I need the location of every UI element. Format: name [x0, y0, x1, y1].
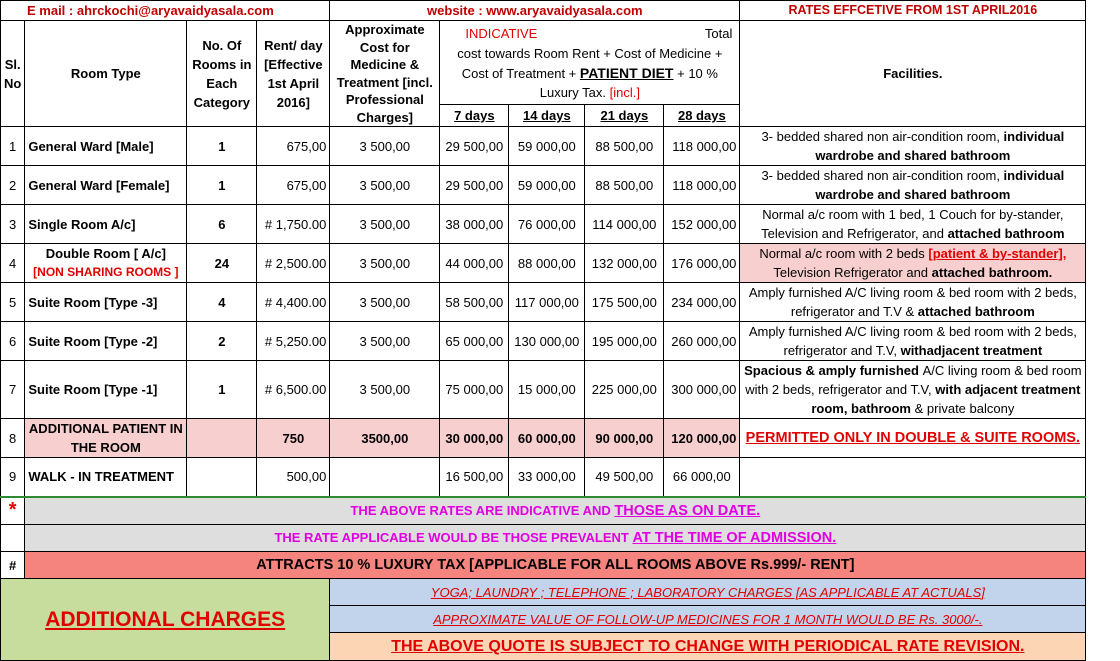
note-spacer-cell [1, 525, 25, 552]
rent-cell: 675,00 [257, 166, 330, 205]
room-type-text: Double Room [ A/c] [45, 246, 166, 261]
days-7-cell: 44 000,00 [440, 244, 509, 283]
facilities-text: 3- bedded shared non air-condition room, [761, 168, 1004, 183]
days-28-cell: 176 000,00 [664, 244, 740, 283]
approx-cost-cell: 3 500,00 [330, 322, 440, 361]
days-14-cell: 15 000,00 [509, 361, 585, 419]
rent-cell: # 5,250.00 [257, 322, 330, 361]
days-14-cell: 117 000,00 [509, 283, 585, 322]
days-7-cell: 38 000,00 [440, 205, 509, 244]
days-21-cell: 114 000,00 [585, 205, 664, 244]
rent-per-day-header: Rent/ day [Effective 1st April 2016] [257, 21, 330, 127]
additional-charges-line1: YOGA; LAUNDRY ; TELEPHONE ; LABORATORY CHARGES [AS APPLICABLE AT ACTUALS] [330, 579, 1086, 606]
sl-cell: 7 [1, 361, 25, 419]
days-14-cell: 88 000,00 [509, 244, 585, 283]
facilities-red-text: [patient & by-stander], [928, 246, 1067, 261]
table-row [1, 361, 1086, 419]
note-rates-indicative-text: THE ABOVE RATES ARE INDICATIVE AND [350, 502, 615, 518]
no-header-text: No [4, 75, 22, 91]
days-14-cell: 76 000,00 [509, 205, 585, 244]
rooms-count-cell: 6 [187, 205, 257, 244]
rent-cell: # 6,500.00 [257, 361, 330, 419]
note-rate-applicable [25, 525, 1086, 552]
facilities-text: Amply furnished A/C living room & bed room with 2 beds, refrigerator and T.V & [748, 285, 1077, 319]
facilities-text: 3- bedded shared non air-condition room, [761, 129, 1004, 144]
days-28-cell: 152 000,00 [664, 205, 740, 244]
patient-diet-label: PATIENT DIET [579, 64, 674, 81]
sl-cell: 2 [1, 166, 25, 205]
sl-cell: 3 [1, 205, 25, 244]
facilities-bold-text: withadjacent treatment [900, 343, 1043, 358]
total-desc-line3 [443, 64, 736, 84]
facilities-cell: PERMITTED ONLY IN DOUBLE & SUITE ROOMS. [740, 419, 1086, 458]
rent-cell: # 1,750.00 [257, 205, 330, 244]
days-21-cell: 175 500,00 [585, 283, 664, 322]
total-desc-line4 [443, 83, 736, 103]
facilities-cell [740, 458, 1086, 497]
additional-charges-label: ADDITIONAL CHARGES [1, 579, 330, 661]
sl-cell: 1 [1, 127, 25, 166]
rooms-count-header: No. Of Rooms in Each Category [187, 21, 257, 127]
days-28-header: 28 days [664, 104, 740, 126]
days-28-cell: 300 000,00 [664, 361, 740, 419]
facilities-bold-text: individual wardrobe and shared bathroom [815, 168, 1065, 202]
days-28-cell: 234 000,00 [664, 283, 740, 322]
days-21-cell: 88 500,00 [585, 127, 664, 166]
days-14-cell: 130 000,00 [509, 322, 585, 361]
approx-cost-cell: 3 500,00 [330, 205, 440, 244]
incl-label: [incl.] [609, 85, 640, 101]
rent-cell: # 2,500.00 [257, 244, 330, 283]
days-28-cell: 118 000,00 [664, 166, 740, 205]
table-row [1, 283, 1086, 322]
website-text: website : www.aryavaidyasala.com [330, 1, 740, 21]
days-28-cell: 260 000,00 [664, 322, 740, 361]
days-7-cell: 30 000,00 [440, 419, 509, 458]
room-type-cell: Single Room A/c] [25, 205, 187, 244]
total-cost-header [440, 21, 740, 105]
days-21-cell: 49 500,00 [585, 458, 664, 497]
facilities-bold-text: individual wardrobe and shared bathroom [815, 129, 1065, 163]
facilities-cell [740, 283, 1086, 322]
rent-cell: 675,00 [257, 127, 330, 166]
days-21-cell: 88 500,00 [585, 166, 664, 205]
rooms-count-cell [187, 458, 257, 497]
facilities-text-2: & private balcony [914, 401, 1015, 416]
room-type-cell: WALK - IN TREATMENT [25, 458, 187, 497]
facilities-bold-text-0: Spacious & amply furnished [744, 363, 923, 378]
total-desc-line2: cost towards Room Rent + Cost of Medicine + [457, 46, 723, 62]
facilities-bold-text: attached bathroom [947, 226, 1065, 241]
approx-cost-cell: 3 500,00 [330, 361, 440, 419]
additional-charges-line3: THE ABOVE QUOTE IS SUBJECT TO CHANGE WITH PERIODICAL RATE REVISION. [330, 633, 1086, 661]
approx-cost-header: Approximate Cost for Medicine & Treatment [incl. Professional Charges] [330, 21, 440, 127]
table-row [1, 419, 1086, 458]
table-row [1, 244, 1086, 283]
rooms-count-cell: 1 [187, 361, 257, 419]
rent-cell: 750 [257, 419, 330, 458]
rooms-count-cell: 24 [187, 244, 257, 283]
room-type-header: Room Type [25, 21, 187, 127]
room-type-subtext: [NON SHARING ROOMS ] [33, 265, 179, 279]
note-rates-indicative-emph: THOSE AS ON DATE. [614, 502, 761, 519]
facilities-text-2: Television Refrigerator and [773, 265, 932, 280]
facilities-bold-text: with adjacent treatment room, bathroom [811, 382, 1081, 416]
rooms-count-cell: 4 [187, 283, 257, 322]
facilities-cell [740, 361, 1086, 419]
total-desc-line3b: + 10 % [677, 65, 718, 81]
sl-cell: 8 [1, 419, 25, 458]
facilities-text: Normal a/c room with 2 beds [759, 246, 929, 261]
approx-cost-cell: 3 500,00 [330, 166, 440, 205]
days-21-cell: 195 000,00 [585, 322, 664, 361]
days-28-cell: 118 000,00 [664, 127, 740, 166]
facilities-cell [740, 244, 1086, 283]
days-28-cell: 120 000,00 [664, 419, 740, 458]
days-7-cell: 75 000,00 [440, 361, 509, 419]
note-rate-applicable-text: THE RATE APPLICABLE WOULD BE THOSE PREVALENT [274, 530, 633, 545]
facilities-bold-text: attached bathroom. [931, 265, 1053, 280]
rooms-count-cell: 2 [187, 322, 257, 361]
days-28-cell: 66 000,00 [664, 458, 740, 497]
sl-cell: 5 [1, 283, 25, 322]
room-type-cell: Suite Room [Type -1] [25, 361, 187, 419]
rooms-count-cell: 1 [187, 127, 257, 166]
days-7-cell: 16 500,00 [440, 458, 509, 497]
days-7-cell: 65 000,00 [440, 322, 509, 361]
facilities-cell [740, 127, 1086, 166]
days-14-cell: 59 000,00 [509, 127, 585, 166]
table-row [1, 458, 1086, 497]
approx-cost-cell [330, 458, 440, 497]
table-row [1, 166, 1086, 205]
table-row [1, 127, 1086, 166]
facilities-cell [740, 166, 1086, 205]
luxury-tax-label: Luxury Tax. [539, 85, 606, 101]
table-row [1, 205, 1086, 244]
table-row [1, 322, 1086, 361]
star-marker: * [1, 497, 25, 525]
email-text: E mail : ahrckochi@aryavaidyasala.com [1, 1, 330, 21]
days-7-cell: 29 500,00 [440, 166, 509, 205]
total-desc-line3a: Cost of Treatment + [461, 65, 577, 81]
room-type-cell [25, 244, 187, 283]
facilities-text: Normal a/c room with 1 bed, 1 Couch for by-stander, Television and Refrigerator, and [761, 207, 1064, 241]
rates-effective-text: RATES EFFCETIVE FROM 1ST APRIL2016 [740, 1, 1086, 21]
days-14-cell: 33 000,00 [509, 458, 585, 497]
additional-charges-line2: APPROXIMATE VALUE OF FOLLOW-UP MEDICINES FOR 1 MONTH WOULD BE Rs. 3000/-. [330, 606, 1086, 633]
sl-header-text: Sl. [4, 56, 21, 72]
days-21-cell: 225 000,00 [585, 361, 664, 419]
rent-cell: # 4,400.00 [257, 283, 330, 322]
room-type-cell: Suite Room [Type -3] [25, 283, 187, 322]
luxury-tax-note: ATTRACTS 10 % LUXURY TAX [APPLICABLE FOR ALL ROOMS ABOVE Rs.999/- RENT] [25, 552, 1086, 579]
approx-cost-cell: 3 500,00 [330, 127, 440, 166]
facilities-text: A/C living room & bed room with 2 beds, refrigerator and T.V, [745, 363, 1082, 397]
indicative-label: INDICATIVE [465, 26, 538, 42]
facilities-cell [740, 205, 1086, 244]
facilities-header: Facilities. [740, 21, 1086, 127]
approx-cost-cell: 3 500,00 [330, 244, 440, 283]
room-type-cell: General Ward [Female] [25, 166, 187, 205]
rent-cell: 500,00 [257, 458, 330, 497]
sl-cell: 6 [1, 322, 25, 361]
days-21-cell: 132 000,00 [585, 244, 664, 283]
hash-marker: # [1, 552, 25, 579]
sl-cell: 9 [1, 458, 25, 497]
days-14-header: 14 days [509, 104, 585, 126]
facilities-cell [740, 322, 1086, 361]
rooms-count-cell [187, 419, 257, 458]
days-21-cell: 90 000,00 [585, 419, 664, 458]
days-14-cell: 59 000,00 [509, 166, 585, 205]
days-7-cell: 58 500,00 [440, 283, 509, 322]
sl-no-header [1, 21, 25, 127]
approx-cost-cell: 3500,00 [330, 419, 440, 458]
days-21-header: 21 days [585, 104, 664, 126]
sl-cell: 4 [1, 244, 25, 283]
total-label: Total [704, 26, 733, 42]
days-7-cell: 29 500,00 [440, 127, 509, 166]
rooms-count-cell: 1 [187, 166, 257, 205]
room-type-cell: ADDITIONAL PATIENT IN THE ROOM [25, 419, 187, 458]
note-rates-indicative [25, 497, 1086, 525]
note-rate-applicable-emph: AT THE TIME OF ADMISSION. [632, 530, 837, 546]
room-type-cell: General Ward [Male] [25, 127, 187, 166]
approx-cost-cell: 3 500,00 [330, 283, 440, 322]
days-14-cell: 60 000,00 [509, 419, 585, 458]
facilities-text: Amply furnished A/C living room & bed room with 2 beds, refrigerator and T.V, [748, 324, 1077, 358]
room-type-cell: Suite Room [Type -2] [25, 322, 187, 361]
days-7-header: 7 days [440, 104, 509, 126]
facilities-bold-text: attached bathroom [917, 304, 1035, 319]
